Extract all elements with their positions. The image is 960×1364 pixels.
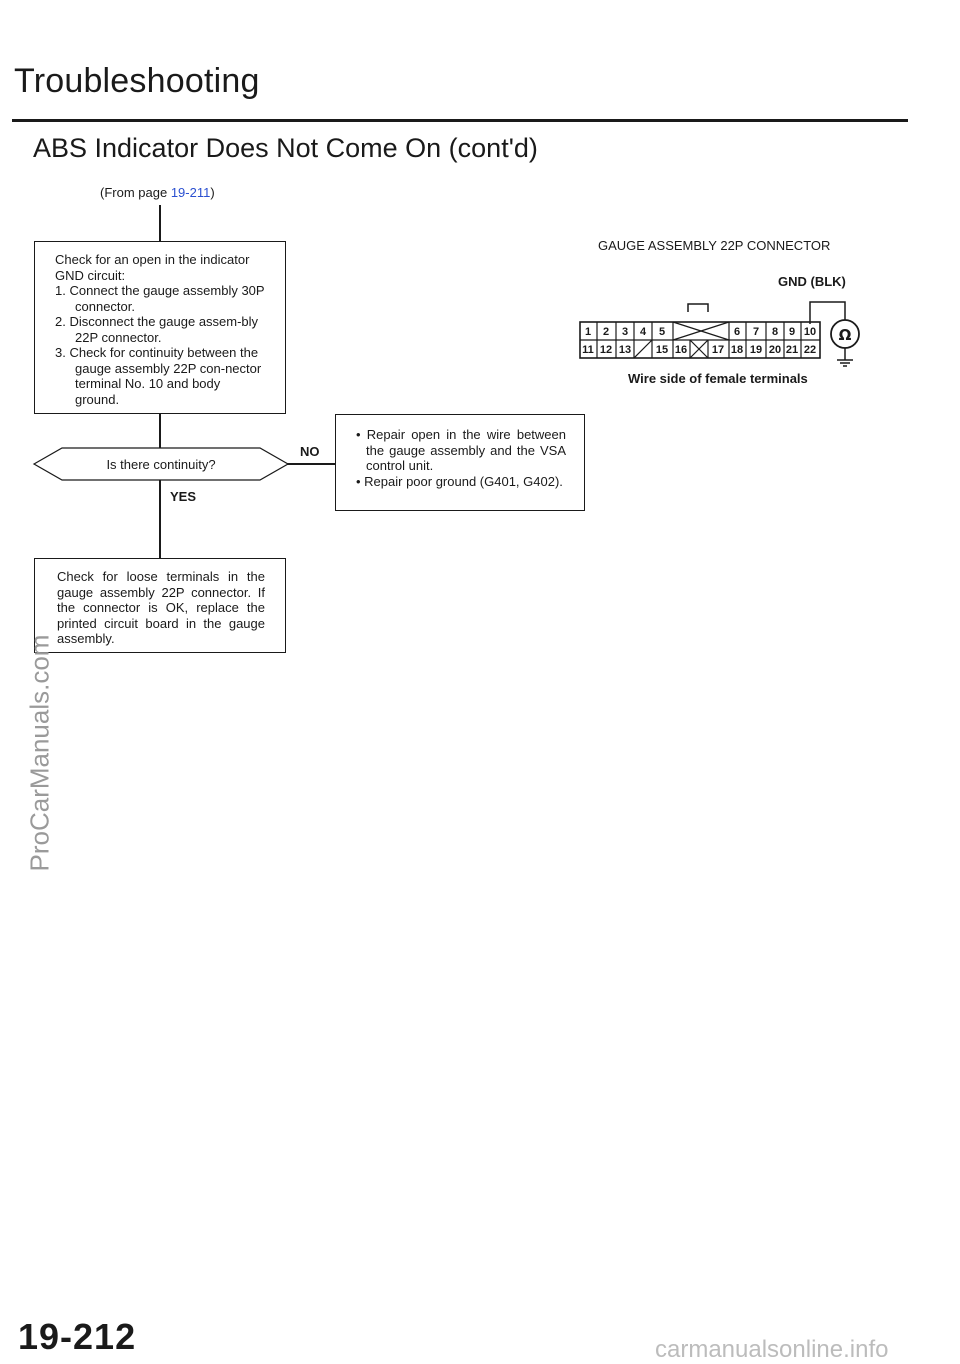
terminal-4: 4 [639,326,647,338]
terminal-5: 5 [658,326,666,338]
check-gnd-step-2: 2. Disconnect the gauge assem-bly 22P connector. [55,314,259,345]
page-title: Troubleshooting [14,62,260,100]
terminal-15: 15 [655,344,669,356]
flow-line-top [159,205,161,241]
repair-item-open: • Repair open in the wire between the gauge assembly and the VSA control unit. [356,427,566,473]
terminal-11: 11 [582,344,594,356]
connector-title: GAUGE ASSEMBLY 22P CONNECTOR [598,238,831,253]
terminal-2: 2 [602,326,610,338]
terminal-18: 18 [730,344,744,356]
page-number: 19-212 [18,1316,137,1357]
no-label: NO [300,444,320,459]
footer-domain: carmanualsonline.info [655,1336,889,1363]
from-page-reference [100,185,215,200]
repair-item-ground: • Repair poor ground (G401, G402). [356,473,563,489]
section-title: ABS Indicator Does Not Come On (cont'd) [33,133,538,163]
repair-box [335,414,585,511]
check-gnd-step-1: 1. Connect the gauge assembly 30P connector. [55,283,265,314]
terminal-9: 9 [788,326,796,338]
gnd-label: GND (BLK) [778,274,846,289]
terminal-19: 19 [749,344,763,356]
title-rule [12,119,908,122]
terminal-7: 7 [752,326,760,338]
connector-diagram [570,290,880,380]
from-page-suffix: ) [210,185,215,200]
check-gnd-step-3: 3. Check for continuity between the gauge assembly 22P con-nector terminal No. 10 and body ground. [55,345,262,407]
ohm-symbol: Ω [838,326,852,344]
terminal-12: 12 [599,344,613,356]
ground-symbol-icon [837,360,853,366]
wire-side-label: Wire side of female terminals [628,371,808,386]
check-gnd-intro: Check for an open in the indicator GND circuit: [55,252,250,283]
decision-question: Is there continuity? [106,457,216,472]
connector-latch [688,304,708,312]
terminal-10: 10 [803,326,817,338]
yes-label: YES [170,489,197,504]
terminal-1: 1 [584,326,592,338]
terminal-21: 21 [785,344,799,356]
terminal-8: 8 [771,326,779,338]
check-gnd-circuit-box [34,241,286,414]
from-page-link[interactable]: 19-211 [170,185,211,200]
watermark: ProCarManuals.com [24,634,55,872]
terminal-17: 17 [711,344,725,356]
flow-line-to-decision [159,414,161,448]
terminal-22: 22 [803,344,817,356]
terminal-3: 3 [621,326,629,338]
terminal-13: 13 [618,344,632,356]
terminal-20: 20 [768,344,782,356]
check-terminals-box [34,558,286,653]
flow-line-yes [159,480,161,558]
from-page-prefix: (From page [100,185,171,200]
check-terminals-text: Check for loose terminals in the gauge assembly 22P connector. If the connector is OK, replace the printed circuit board in the gauge assembly. [57,569,265,646]
flow-line-no [287,463,335,465]
terminal-6: 6 [733,326,741,338]
terminal-16: 16 [674,344,688,356]
